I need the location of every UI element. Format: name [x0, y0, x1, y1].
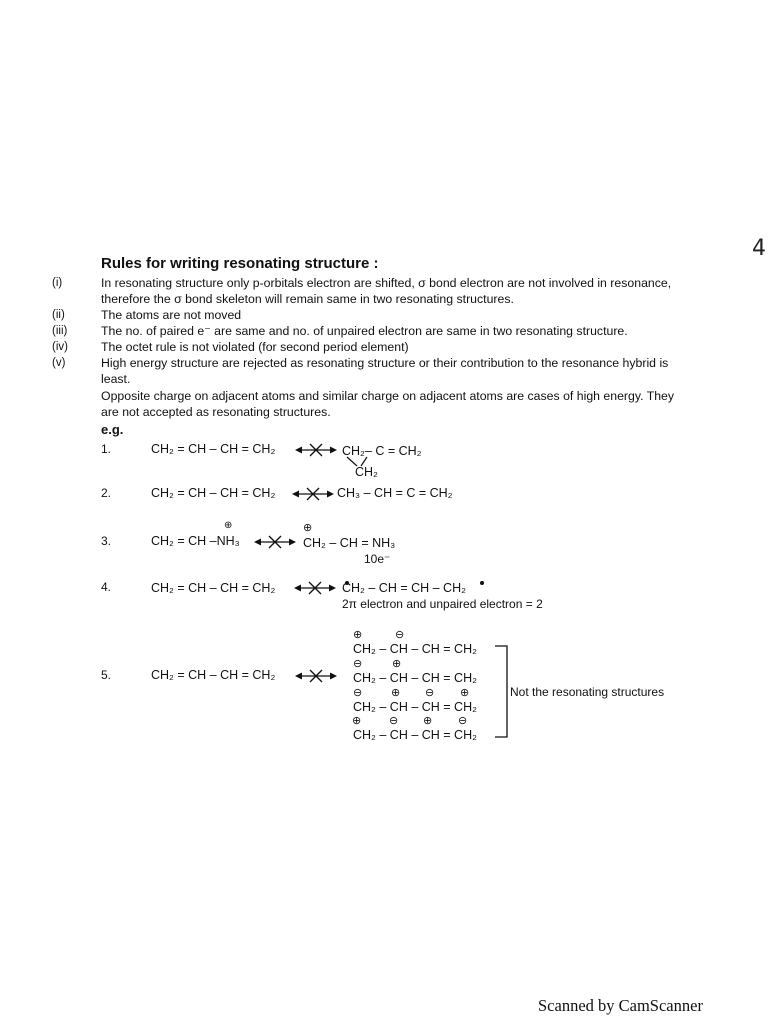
crossed-resonance-arrow-icon	[254, 535, 296, 549]
electron-count-note: 10e⁻	[364, 552, 391, 566]
rule-text	[101, 340, 741, 356]
example-number: 4.	[101, 580, 112, 594]
rule-line: High energy structure are rejected as resonating structure or their contribution to the resonance hybrid is	[101, 356, 669, 370]
example-5-structure: CH₂ – CH – CH = CH₂	[353, 671, 477, 685]
note-line: are not accepted as resonating structures.	[101, 404, 331, 419]
example-2-right-structure: CH₃ – CH = C = CH₂	[337, 486, 453, 500]
negative-charge-icon: ⊖	[389, 715, 399, 727]
negative-charge-icon: ⊖	[353, 687, 363, 699]
crossed-resonance-arrow-icon	[295, 669, 337, 683]
example-4-left-structure: CH₂ = CH – CH = CH₂	[151, 581, 276, 595]
positive-charge-icon: ⊕	[303, 522, 313, 534]
rule-text	[101, 356, 741, 387]
negative-charge-icon: ⊖	[353, 658, 363, 670]
crossed-resonance-arrow-icon	[294, 581, 336, 595]
positive-charge-icon: ⊕	[391, 687, 401, 699]
rule-line: therefore the σ bond skeleton will remain same in two resonating structures.	[101, 291, 514, 306]
rule-number: (ii)	[52, 309, 65, 321]
example-5-structure: CH₂ – CH – CH = CH₂	[353, 700, 477, 714]
example-5-left-structure: CH₂ = CH – CH = CH₂	[151, 668, 276, 682]
negative-charge-icon: ⊖	[458, 715, 468, 727]
example-5-structure: CH₂ – CH – CH = CH₂	[353, 642, 477, 656]
negative-charge-icon: ⊖	[395, 629, 405, 641]
note-paragraph	[101, 389, 741, 420]
example-2-left-structure: CH₂ = CH – CH = CH₂	[151, 486, 276, 500]
scanner-watermark: Scanned by CamScanner	[538, 996, 703, 1015]
negative-charge-icon: ⊖	[425, 687, 435, 699]
radical-dot-icon	[479, 573, 485, 591]
rule-line: In resonating structure only p-orbitals electron are shifted, σ bond electron are not involved in resonance,	[101, 276, 672, 290]
rule-line: The no. of paired e⁻ are same and no. of unpaired electron are same in two resonating structure.	[101, 324, 628, 338]
rule-line: The atoms are not moved	[101, 308, 242, 322]
example-number: 2.	[101, 486, 112, 500]
example-1-left-structure: CH₂ = CH – CH = CH₂	[151, 442, 276, 456]
positive-charge-icon: ⊕	[224, 520, 233, 531]
grouping-bracket	[494, 645, 510, 739]
not-resonating-note: Not the resonating structures	[510, 685, 665, 699]
rule-line: The octet rule is not violated (for second period element)	[101, 340, 409, 354]
rule-number: (i)	[52, 277, 63, 289]
rule-text	[101, 308, 741, 324]
example-4-right-structure: CH₂ – CH = CH – CH₂	[342, 581, 466, 595]
positive-charge-icon: ⊕	[352, 715, 362, 727]
example-number: 5.	[101, 668, 112, 682]
positive-charge-icon: ⊕	[392, 658, 402, 670]
example-number: 3.	[101, 534, 112, 548]
example-3-right-structure: CH₂ – CH = NH₃	[303, 536, 396, 550]
section-heading: Rules for writing resonating structure :	[101, 255, 379, 272]
rule-number: (v)	[52, 357, 66, 369]
example-5-structure: CH₂ – CH – CH = CH₂	[353, 728, 477, 742]
note-line: Opposite charge on adjacent atoms and similar charge on adjacent atoms are cases of high energy. They	[101, 389, 675, 403]
rule-line: least.	[101, 371, 131, 386]
example-3-left-structure: CH₂ = CH –NH₃	[151, 534, 240, 548]
crossed-resonance-arrow-icon	[295, 443, 337, 457]
positive-charge-icon: ⊕	[423, 715, 433, 727]
example-1-right-structure: CH₂– C = CH₂	[342, 444, 422, 458]
page-number: 4	[752, 236, 766, 261]
crossed-resonance-arrow-icon	[292, 487, 334, 501]
rule-number: (iii)	[52, 325, 68, 337]
positive-charge-icon: ⊕	[353, 629, 363, 641]
rule-number: (iv)	[52, 341, 68, 353]
example-number: 1.	[101, 442, 112, 456]
eg-label: e.g.	[101, 422, 124, 437]
rule-text	[101, 276, 741, 307]
example-1-ring-ch2: CH₂	[355, 465, 378, 479]
rule-text	[101, 324, 741, 340]
positive-charge-icon: ⊕	[460, 687, 470, 699]
unpaired-electron-note: 2π electron and unpaired electron = 2	[342, 597, 543, 611]
